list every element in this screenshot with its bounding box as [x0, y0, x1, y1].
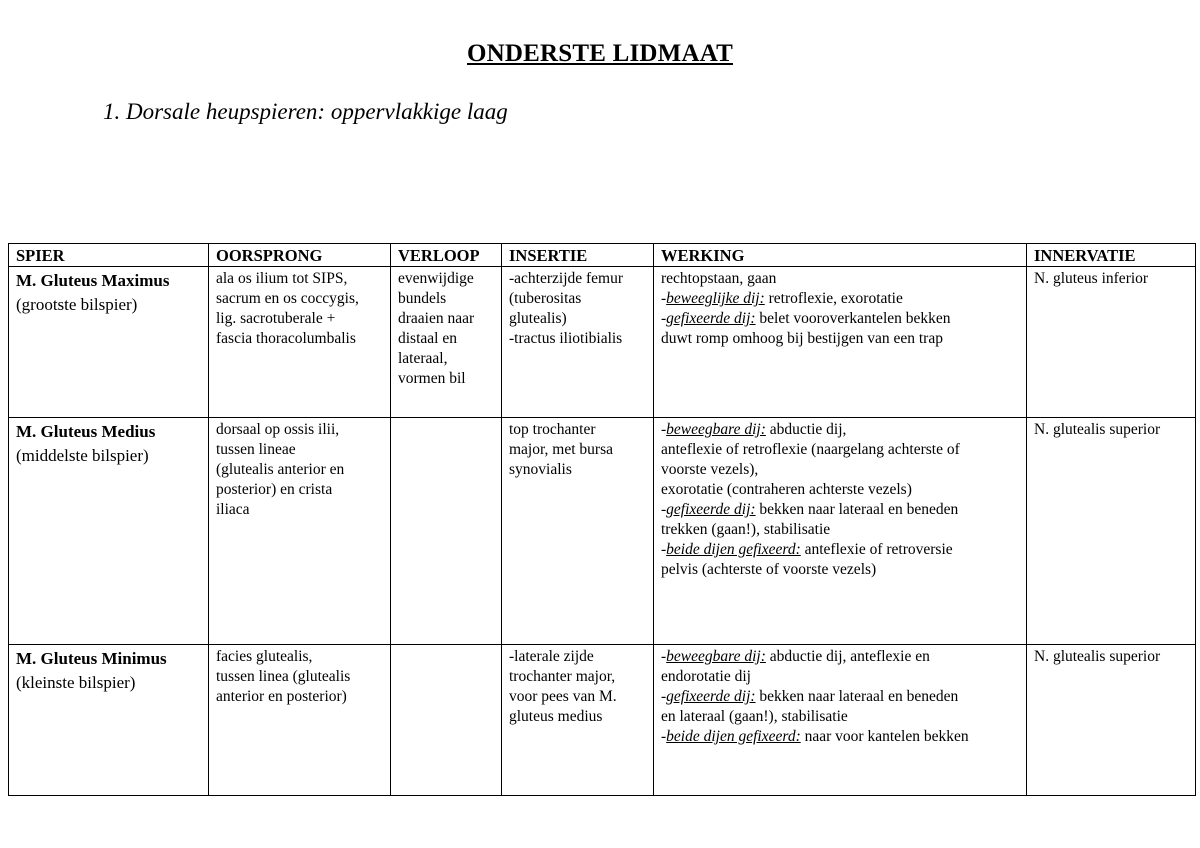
header-insertie: INSERTIE	[502, 244, 654, 267]
cell-line: trochanter major,	[509, 668, 616, 685]
cell-line: top trochanter	[509, 421, 596, 438]
condition-label: beweegbare dij:	[666, 421, 766, 438]
werking-line: duwt romp omhoog bij bestijgen van een trap	[661, 330, 943, 347]
cell-spier	[9, 418, 209, 645]
condition-label: beide dijen gefixeerd:	[666, 728, 801, 745]
cell-verloop	[391, 645, 502, 796]
table-row	[9, 418, 1196, 645]
cell-line: draaien naar	[398, 310, 475, 327]
cell-line: distaal en	[398, 330, 457, 347]
werking-line: en lateraal (gaan!), stabilisatie	[661, 708, 848, 725]
cell-line: -achterzijde femur	[509, 270, 624, 287]
muscle-name: M. Gluteus Minimus	[16, 649, 167, 668]
werking-line: trekken (gaan!), stabilisatie	[661, 521, 831, 538]
cell-line: (glutealis anterior en	[216, 461, 345, 478]
cell-verloop	[391, 267, 502, 418]
cell-line: ala os ilium tot SIPS,	[216, 270, 348, 287]
cell-innervatie: N. gluteus inferior	[1027, 267, 1196, 418]
werking-line: anteflexie of retroflexie (naargelang achterste of	[661, 441, 960, 458]
cell-line: -laterale zijde	[509, 648, 594, 665]
cell-werking	[654, 418, 1027, 645]
cell-line: (tuberositas	[509, 290, 582, 307]
condition-label: gefixeerde dij:	[666, 501, 756, 518]
werking-line: voorste vezels),	[661, 461, 759, 478]
cell-line: synovialis	[509, 461, 572, 478]
cell-oorsprong	[209, 418, 391, 645]
cell-line: gluteus medius	[509, 708, 603, 725]
cell-line: tussen linea (glutealis	[216, 668, 351, 685]
muscle-name: M. Gluteus Maximus	[16, 271, 170, 290]
cell-line: voor pees van M.	[509, 688, 617, 705]
document-title: ONDERSTE LIDMAAT	[467, 40, 733, 67]
table-row	[9, 267, 1196, 418]
cell-oorsprong	[209, 645, 391, 796]
werking-line: -beweegbare dij: abductie dij,	[661, 421, 847, 438]
header-verloop: VERLOOP	[391, 244, 502, 267]
muscle-common-name: (kleinste bilspier)	[16, 673, 136, 692]
condition-label: gefixeerde dij:	[666, 310, 756, 327]
muscle-name: M. Gluteus Medius	[16, 422, 156, 441]
cell-insertie	[502, 267, 654, 418]
header-oorsprong: OORSPRONG	[209, 244, 391, 267]
header-spier: SPIER	[9, 244, 209, 267]
werking-line: -beide dijen gefixeerd: anteflexie of retroversie	[661, 541, 953, 558]
cell-spier	[9, 645, 209, 796]
condition-label: beweeglijke dij:	[666, 290, 765, 307]
cell-werking	[654, 267, 1027, 418]
table-row	[9, 645, 1196, 796]
cell-line: dorsaal op ossis ilii,	[216, 421, 340, 438]
cell-line: iliaca	[216, 501, 250, 518]
table-header-row	[9, 244, 1196, 267]
cell-line: anterior en posterior)	[216, 688, 347, 705]
cell-insertie	[502, 418, 654, 645]
cell-line: fascia thoracolumbalis	[216, 330, 356, 347]
muscle-common-name: (grootste bilspier)	[16, 295, 138, 314]
condition-label: beide dijen gefixeerd:	[666, 541, 801, 558]
cell-line: lateraal,	[398, 350, 448, 367]
cell-line: bundels	[398, 290, 447, 307]
condition-label: gefixeerde dij:	[666, 688, 756, 705]
cell-insertie	[502, 645, 654, 796]
muscle-common-name: (middelste bilspier)	[16, 446, 149, 465]
condition-label: beweegbare dij:	[666, 648, 766, 665]
werking-line: pelvis (achterste of voorste vezels)	[661, 561, 877, 578]
muscle-table	[8, 243, 1196, 796]
werking-line: -gefixeerde dij: bekken naar lateraal en beneden	[661, 688, 959, 705]
werking-line: -gefixeerde dij: bekken naar lateraal en beneden	[661, 501, 959, 518]
cell-line: posterior) en crista	[216, 481, 333, 498]
cell-line: glutealis)	[509, 310, 567, 327]
section-heading: 1. Dorsale heupspieren: oppervlakkige laag	[103, 99, 508, 124]
cell-innervatie: N. glutealis superior	[1027, 645, 1196, 796]
cell-line: lig. sacrotuberale +	[216, 310, 336, 327]
cell-line: -tractus iliotibialis	[509, 330, 623, 347]
cell-werking	[654, 645, 1027, 796]
werking-line: endorotatie dij	[661, 668, 751, 685]
cell-line: sacrum en os coccygis,	[216, 290, 359, 307]
cell-line: major, met bursa	[509, 441, 613, 458]
header-innervatie: INNERVATIE	[1027, 244, 1196, 267]
cell-line: evenwijdige	[398, 270, 474, 287]
cell-spier	[9, 267, 209, 418]
cell-line: tussen lineae	[216, 441, 296, 458]
werking-line: -beide dijen gefixeerd: naar voor kantelen bekken	[661, 728, 969, 745]
header-werking: WERKING	[654, 244, 1027, 267]
werking-line: rechtopstaan, gaan	[661, 270, 777, 287]
cell-oorsprong	[209, 267, 391, 418]
cell-line: vormen bil	[398, 370, 466, 387]
werking-line: -beweeglijke dij: retroflexie, exorotatie	[661, 290, 903, 307]
cell-innervatie: N. glutealis superior	[1027, 418, 1196, 645]
cell-line: facies glutealis,	[216, 648, 313, 665]
cell-verloop	[391, 418, 502, 645]
werking-line: -beweegbare dij: abductie dij, anteflexie en	[661, 648, 930, 665]
werking-line: exorotatie (contraheren achterste vezels)	[661, 481, 912, 498]
werking-line: -gefixeerde dij: belet vooroverkantelen bekken	[661, 310, 951, 327]
